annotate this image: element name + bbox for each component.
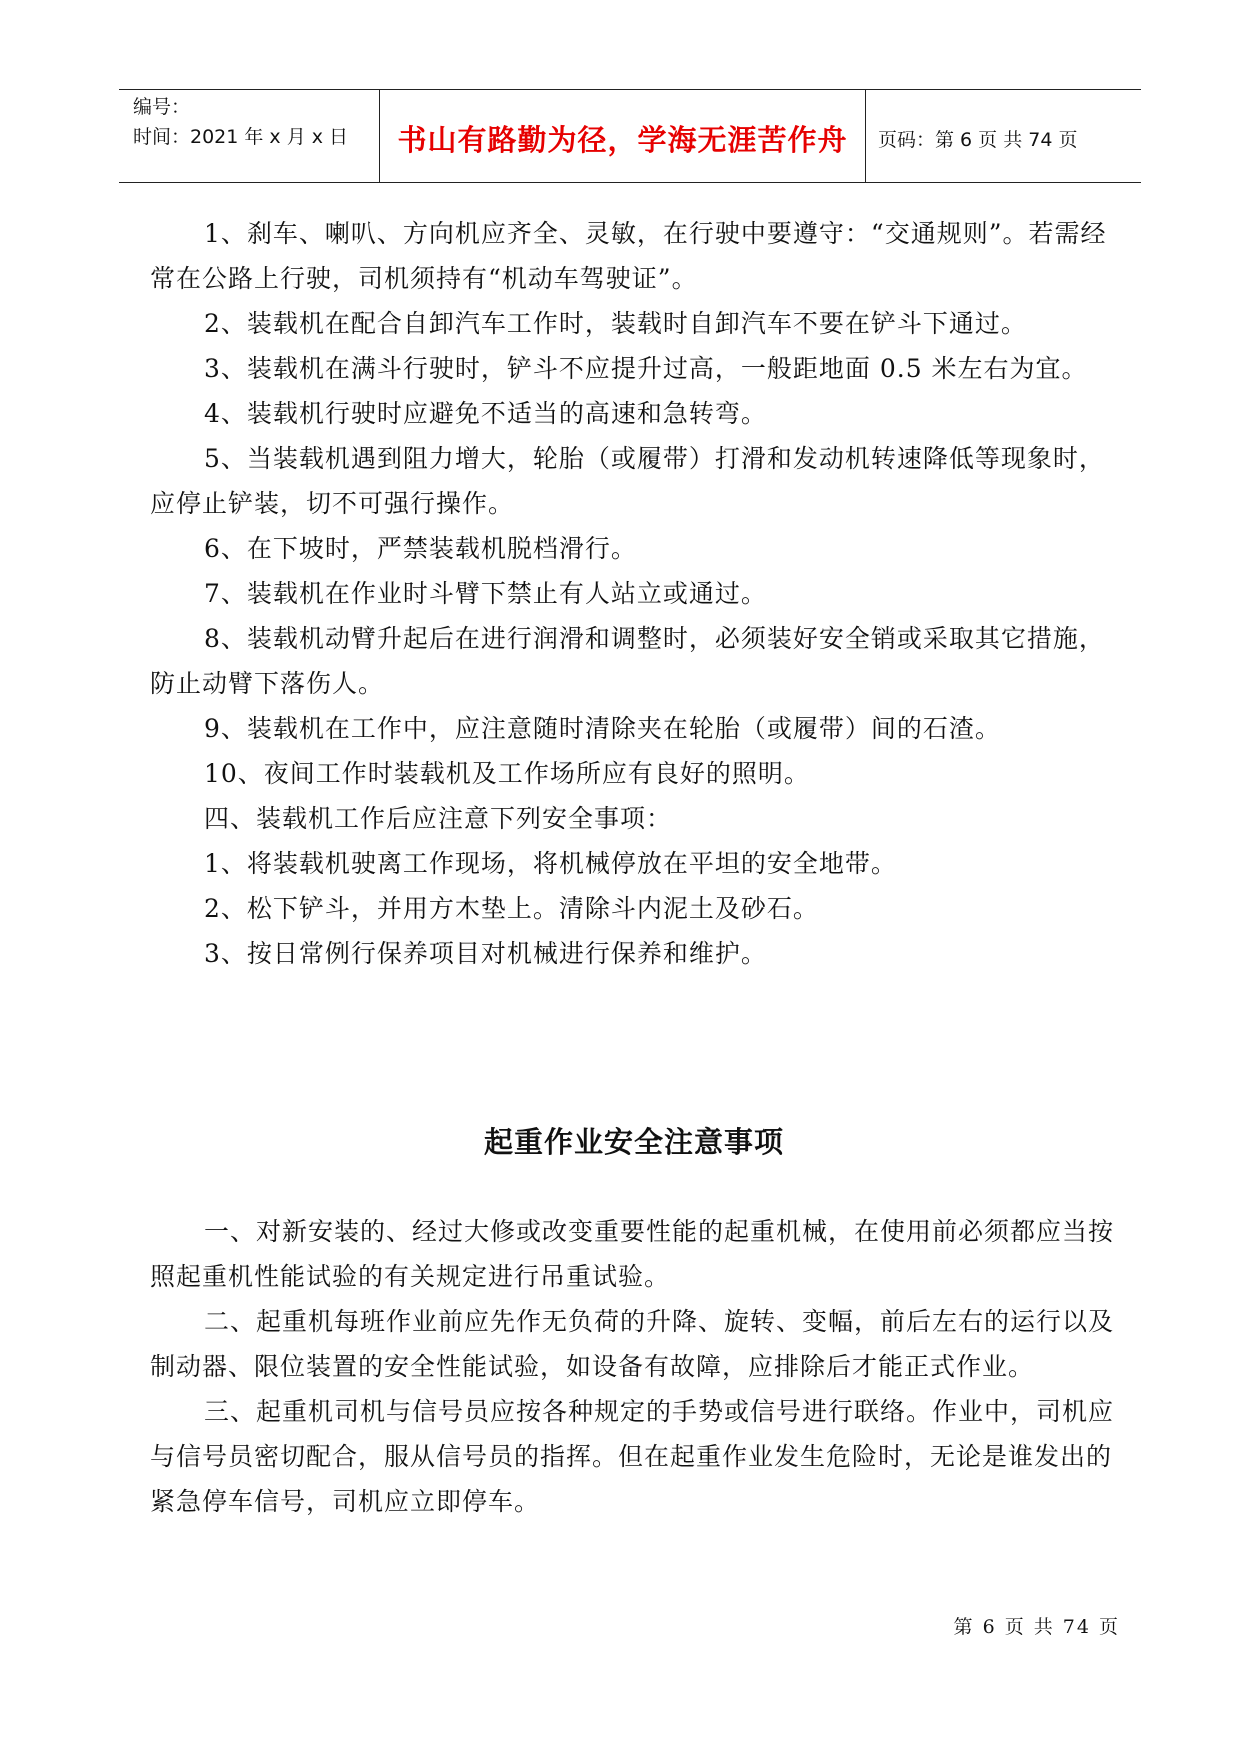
paragraph: 2、松下铲斗，并用方木垫上。清除斗内泥土及砂石。 (204, 894, 819, 923)
paragraph: 7、装载机在作业时斗臂下禁止有人站立或通过。 (204, 579, 767, 608)
body-content (150, 211, 1118, 976)
paragraph: 四、装载机工作后应注意下列安全事项： (204, 804, 673, 833)
paragraph: 10、夜间工作时装载机及工作场所应有良好的照明。 (204, 759, 810, 788)
paragraph: 三、起重机司机与信号员应按各种规定的手势或信号进行联络。作业中，司机应与信号员密切配合，服从信号员的指挥。但在起重作业发生危险时，无论是谁发出的紧急停车信号，司机应立即停车。 (150, 1397, 1115, 1516)
paragraph: 3、装载机在满斗行驶时，铲斗不应提升过高，一般距地面 0.5 米左右为宜。 (204, 354, 1088, 383)
page-header (119, 89, 1141, 183)
document-number-label: 编号： (133, 96, 191, 118)
paragraph: 1、将装载机驶离工作现场，将机械停放在平坦的安全地带。 (204, 849, 897, 878)
section-title: 起重作业安全注意事项 (483, 1125, 784, 1159)
paragraph: 4、装载机行驶时应避免不适当的高速和急转弯。 (204, 399, 767, 428)
section-content (150, 1209, 1118, 1524)
header-page-code: 页码：第 6 页 共 74 页 (878, 128, 1078, 151)
page-footer: 第 6 页 共 74 页 (953, 1616, 1120, 1638)
paragraph: 6、在下坡时，严禁装载机脱档滑行。 (204, 534, 637, 563)
paragraph: 3、按日常例行保养项目对机械进行保养和维护。 (204, 939, 767, 968)
paragraph: 1、刹车、喇叭、方向机应齐全、灵敏，在行驶中要遵守：“交通规则”。若需经常在公路上行驶，司机须持有“机动车驾驶证”。 (150, 219, 1107, 293)
header-left-cell (119, 90, 380, 182)
paragraph: 一、对新安装的、经过大修或改变重要性能的起重机械，在使用前必须都应当按照起重机性能试验的有关规定进行吊重试验。 (150, 1217, 1115, 1291)
paragraph: 5、当装载机遇到阻力增大，轮胎（或履带）打滑和发动机转速降低等现象时，应停止铲装，切不可强行操作。 (150, 444, 1105, 518)
header-motto: 书山有路勤为径，学海无涯苦作舟 (380, 90, 866, 182)
paragraph: 8、装载机动臂升起后在进行润滑和调整时，必须装好安全销或采取其它措施，防止动臂下落伤人。 (150, 624, 1105, 698)
document-time-label: 时间：2021 年 x 月 x 日 (133, 126, 349, 148)
paragraph: 9、装载机在工作中，应注意随时清除夹在轮胎（或履带）间的石渣。 (204, 714, 1001, 743)
paragraph: 2、装载机在配合自卸汽车工作时，装载时自卸汽车不要在铲斗下通过。 (204, 309, 1027, 338)
paragraph: 二、起重机每班作业前应先作无负荷的升降、旋转、变幅，前后左右的运行以及制动器、限位装置的安全性能试验，如设备有故障，应排除后才能正式作业。 (150, 1307, 1115, 1381)
